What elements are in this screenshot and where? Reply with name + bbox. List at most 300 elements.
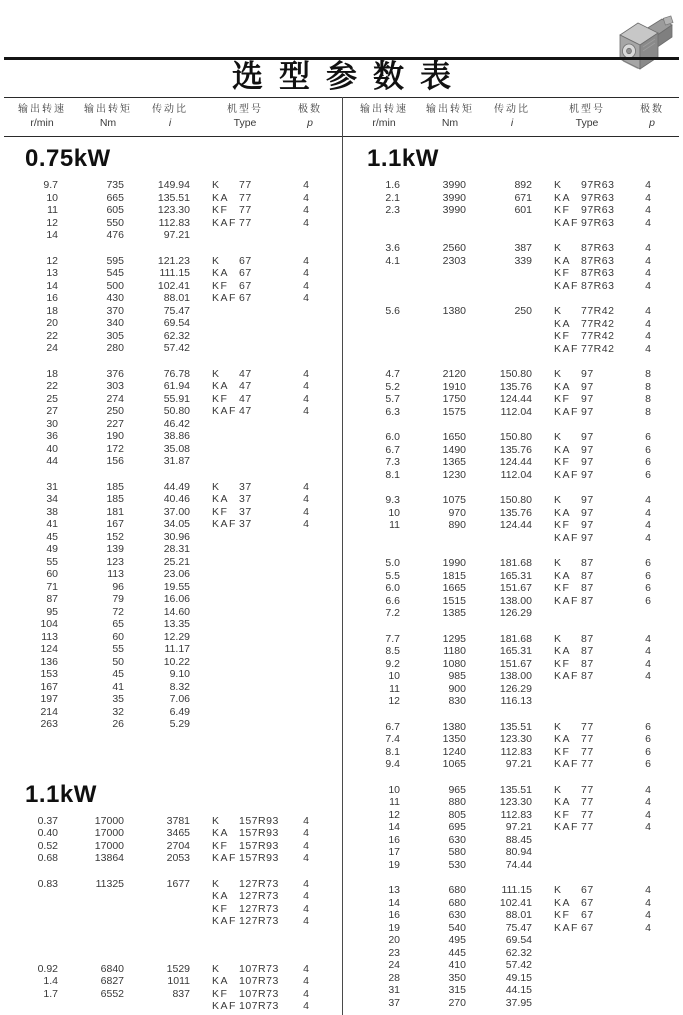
table-row — [350, 909, 683, 922]
table-row — [350, 607, 683, 620]
cell-size: 67 — [581, 921, 594, 934]
cell-prefix: K — [554, 632, 563, 645]
cell-speed: 10 — [46, 191, 58, 204]
cell-poles — [633, 959, 663, 972]
table-row — [8, 317, 342, 330]
cell-size: 107R73 — [239, 1000, 279, 1012]
header-label-unit: p — [307, 117, 313, 129]
header-type — [200, 103, 290, 130]
cell-torque: 3990 — [442, 204, 466, 216]
cell-torque: 495 — [448, 934, 466, 946]
table-row — [8, 292, 342, 305]
cell-prefix: KA — [212, 975, 230, 987]
power-section-heading: 1.1kW — [367, 145, 439, 172]
header-type — [542, 103, 632, 130]
cell-poles — [291, 581, 321, 594]
table-row — [8, 481, 342, 494]
cell-ratio: 49.15 — [505, 971, 532, 984]
cell-prefix: KF — [554, 909, 571, 921]
cell-ratio: 601 — [514, 204, 532, 216]
cell-torque: 476 — [106, 229, 124, 241]
cell-ratio: 124.44 — [499, 393, 532, 405]
cell-speed: 41 — [46, 518, 58, 530]
cell-torque: 1350 — [442, 733, 466, 745]
cell-size — [239, 305, 291, 318]
table-header-left — [8, 103, 326, 130]
cell-torque: 880 — [448, 796, 466, 808]
cell-poles: 4 — [303, 380, 309, 392]
cell-torque: 1385 — [442, 607, 466, 619]
cell-torque: 1075 — [442, 494, 466, 506]
cell-torque: 1665 — [442, 582, 466, 594]
cell-prefix: K — [212, 179, 221, 191]
cell-prefix — [190, 606, 239, 619]
table-row — [8, 192, 342, 205]
cell-torque: 530 — [448, 858, 466, 871]
table-row — [8, 915, 342, 928]
cell-speed: 17 — [388, 846, 400, 858]
cell-size: 97R63 — [581, 179, 615, 191]
table-row — [350, 947, 683, 960]
cell-torque: 6552 — [100, 987, 124, 1000]
cell-torque: 890 — [448, 519, 466, 531]
header-label-cn: 机型号 — [569, 104, 605, 115]
cell-size: 127R73 — [239, 902, 279, 915]
cell-torque — [58, 1000, 124, 1013]
cell-ratio: 46.42 — [163, 417, 190, 430]
cell-size — [239, 317, 291, 330]
cell-poles: 8 — [645, 380, 651, 393]
table-row — [8, 693, 342, 706]
cell-speed: 6.7 — [385, 443, 400, 456]
cell-size: 87R63 — [581, 242, 615, 254]
header-ratio — [482, 103, 542, 130]
header-label-unit: r/min — [30, 117, 54, 129]
table-row — [8, 718, 342, 731]
cell-prefix: KA — [554, 506, 572, 519]
cell-torque: 1910 — [442, 380, 466, 393]
cell-prefix: K — [212, 962, 221, 975]
header-label-cn: 输出转矩 — [84, 104, 132, 115]
cell-ratio: 123.30 — [157, 204, 190, 216]
header-label-unit: p — [649, 117, 655, 129]
table-row — [350, 532, 683, 545]
cell-torque: 550 — [106, 216, 124, 229]
cell-torque — [58, 915, 124, 928]
cell-speed: 7.7 — [385, 632, 400, 645]
cell-size: 77 — [239, 204, 252, 216]
cell-ratio: 3465 — [166, 827, 190, 839]
table-row — [350, 821, 683, 834]
cell-size: 47 — [239, 367, 252, 380]
cell-prefix: K — [554, 368, 563, 380]
cell-speed: 5.0 — [385, 557, 400, 569]
cell-size: 87 — [581, 645, 594, 657]
cell-ratio: 165.31 — [499, 645, 532, 657]
cell-speed: 10 — [388, 783, 400, 796]
cell-poles: 4 — [303, 179, 309, 191]
table-row — [350, 746, 683, 759]
cell-ratio: 135.51 — [499, 783, 532, 796]
cell-ratio: 7.06 — [169, 693, 190, 705]
cell-speed: 197 — [40, 693, 58, 705]
cell-poles — [633, 683, 663, 696]
table-row — [8, 342, 342, 355]
cell-ratio — [124, 903, 190, 916]
cell-speed: 19 — [388, 921, 400, 934]
cell-prefix — [190, 305, 239, 318]
model-block — [350, 557, 683, 620]
cell-poles: 6 — [645, 468, 651, 481]
cell-prefix — [190, 656, 239, 669]
table-row — [8, 543, 342, 556]
cell-size — [581, 984, 633, 997]
cell-ratio: 149.94 — [157, 179, 190, 191]
cell-poles: 4 — [303, 480, 309, 493]
cell-speed: 11 — [389, 682, 400, 695]
header-output-speed — [350, 103, 418, 130]
model-block — [8, 481, 342, 731]
cell-poles — [291, 618, 321, 631]
cell-ratio: 9.10 — [169, 668, 190, 680]
table-row — [350, 934, 683, 947]
cell-torque: 830 — [448, 695, 466, 707]
cell-poles: 4 — [645, 670, 651, 682]
cell-ratio: 37.95 — [505, 996, 532, 1009]
cell-poles: 6 — [645, 745, 651, 758]
cell-poles — [291, 656, 321, 669]
table-row — [350, 897, 683, 910]
cell-ratio: 75.47 — [505, 921, 532, 934]
cell-speed: 40 — [46, 442, 58, 455]
table-row — [350, 406, 683, 419]
cell-poles — [633, 997, 663, 1010]
column-divider — [342, 97, 343, 1015]
cell-ratio: 135.76 — [499, 443, 532, 456]
cell-poles: 4 — [303, 254, 309, 267]
cell-torque — [400, 330, 466, 343]
cell-speed: 10 — [388, 506, 400, 519]
cell-speed: 1.6 — [385, 179, 400, 191]
model-block — [8, 255, 342, 355]
model-block — [350, 884, 683, 1009]
cell-speed: 1.7 — [43, 987, 58, 1000]
cell-size — [239, 668, 291, 681]
cell-size — [581, 846, 633, 859]
cell-size: 67 — [239, 254, 252, 267]
cell-poles — [291, 693, 321, 706]
cell-speed: 14 — [388, 896, 400, 909]
model-block — [8, 179, 342, 242]
cell-ratio: 69.54 — [163, 317, 190, 329]
cell-prefix — [190, 568, 239, 581]
cell-prefix: KAF — [212, 518, 237, 530]
cell-poles — [633, 984, 663, 997]
header-label-cn: 极数 — [298, 104, 322, 115]
cell-size: 87R63 — [581, 267, 615, 279]
cell-prefix: KAF — [554, 279, 579, 292]
header-label-unit: i — [168, 117, 172, 129]
cell-torque: 55 — [112, 643, 124, 655]
cell-torque: 2560 — [442, 242, 466, 254]
cell-ratio — [466, 267, 532, 280]
cell-speed: 8.1 — [385, 745, 400, 758]
cell-prefix: KAF — [554, 531, 579, 544]
header-label-cn: 极数 — [640, 104, 664, 115]
cell-speed: 95 — [46, 605, 58, 618]
cell-poles — [633, 607, 663, 620]
cell-ratio: 97.21 — [505, 758, 532, 770]
cell-size: 77R42 — [581, 317, 615, 330]
table-row — [8, 455, 342, 468]
cell-size: 97 — [581, 531, 594, 544]
cell-speed: 2.1 — [385, 191, 400, 204]
cell-speed — [8, 903, 58, 916]
cell-size — [239, 342, 291, 355]
table-row — [350, 695, 683, 708]
cell-size: 37 — [239, 505, 252, 518]
cell-ratio: 37.00 — [163, 505, 190, 518]
cell-poles: 4 — [645, 317, 651, 330]
cell-torque — [400, 217, 466, 230]
cell-speed: 60 — [46, 568, 58, 580]
cell-torque: 985 — [448, 670, 466, 682]
model-block — [350, 431, 683, 481]
cell-speed: 22 — [46, 329, 58, 342]
cell-prefix — [190, 317, 239, 330]
cell-torque: 270 — [448, 996, 466, 1009]
cell-torque: 350 — [448, 971, 466, 984]
cell-poles — [291, 430, 321, 443]
cell-poles: 4 — [645, 921, 651, 934]
header-label-cn: 输出转速 — [18, 104, 66, 115]
cell-ratio: 34.05 — [163, 518, 190, 530]
cell-poles: 6 — [645, 594, 651, 607]
cell-poles: 6 — [645, 582, 651, 594]
cell-ratio: 62.32 — [163, 329, 190, 342]
cell-torque: 1750 — [442, 393, 466, 405]
cell-size: 67 — [239, 292, 252, 304]
cell-torque: 123 — [106, 555, 124, 568]
cell-prefix — [190, 618, 239, 631]
cell-torque: 65 — [112, 618, 124, 630]
cell-torque: 430 — [106, 292, 124, 304]
table-row — [8, 229, 342, 242]
cell-size — [239, 681, 291, 694]
cell-ratio: 671 — [514, 191, 532, 204]
cell-torque: 2120 — [442, 368, 466, 380]
cell-poles — [291, 342, 321, 355]
cell-prefix — [190, 718, 239, 731]
cell-size: 97 — [581, 443, 594, 456]
cell-prefix — [190, 693, 239, 706]
cell-prefix — [190, 455, 239, 468]
cell-speed — [8, 915, 58, 928]
cell-poles — [291, 305, 321, 318]
cell-prefix: KF — [554, 456, 571, 468]
cell-size — [239, 693, 291, 706]
cell-torque: 540 — [448, 921, 466, 934]
cell-prefix: KAF — [554, 594, 579, 607]
cell-size — [239, 643, 291, 656]
cell-torque: 1240 — [442, 745, 466, 758]
cell-size — [239, 706, 291, 719]
cell-speed: 104 — [40, 618, 58, 630]
cell-size: 77 — [581, 796, 594, 808]
cell-ratio: 165.31 — [499, 569, 532, 582]
cell-torque: 17000 — [94, 839, 124, 852]
cell-poles: 4 — [645, 821, 651, 833]
cell-speed: 1.4 — [43, 975, 58, 987]
cell-speed: 45 — [46, 530, 58, 543]
cell-speed: 5.7 — [385, 393, 400, 405]
cell-poles: 6 — [645, 758, 651, 770]
table-row — [8, 493, 342, 506]
table-row — [350, 570, 683, 583]
table-row — [350, 922, 683, 935]
cell-torque: 1365 — [442, 456, 466, 468]
cell-prefix: K — [554, 783, 563, 796]
cell-poles — [291, 643, 321, 656]
cell-speed: 5.2 — [385, 380, 400, 393]
cell-size — [581, 959, 633, 972]
cell-poles — [633, 834, 663, 847]
header-output-torque — [76, 103, 140, 130]
cell-ratio: 19.55 — [163, 580, 190, 593]
table-row — [8, 668, 342, 681]
cell-poles — [291, 531, 321, 544]
cell-speed: 10 — [388, 670, 400, 682]
cell-size — [239, 656, 291, 669]
cell-poles: 8 — [645, 368, 651, 380]
table-row — [8, 204, 342, 217]
cell-ratio — [124, 890, 190, 903]
table-row — [8, 618, 342, 631]
cell-size — [581, 947, 633, 960]
cell-ratio: 126.29 — [499, 607, 532, 619]
cell-prefix — [532, 947, 581, 960]
cell-poles: 4 — [645, 506, 651, 519]
cell-ratio: 339 — [514, 254, 532, 267]
cell-ratio: 2053 — [166, 852, 190, 864]
cell-speed: 36 — [46, 430, 58, 442]
cell-prefix — [190, 581, 239, 594]
cell-ratio: 88.01 — [163, 292, 190, 304]
cell-ratio: 112.04 — [500, 405, 532, 418]
cell-poles: 4 — [645, 796, 651, 808]
cell-poles — [633, 695, 663, 708]
cell-poles — [291, 443, 321, 456]
cell-ratio: 150.80 — [499, 368, 532, 380]
cell-ratio: 387 — [514, 242, 532, 254]
table-row — [350, 758, 683, 771]
cell-size: 67 — [581, 909, 594, 921]
table-row — [350, 456, 683, 469]
cell-prefix: KF — [212, 392, 229, 405]
table-row — [350, 204, 683, 217]
cell-ratio: 124.44 — [499, 456, 532, 468]
cell-torque: 72 — [112, 605, 124, 618]
cell-torque: 1295 — [442, 632, 466, 645]
cell-size: 67 — [581, 884, 594, 896]
cell-size — [239, 543, 291, 556]
cell-torque: 139 — [106, 543, 124, 555]
header-label-unit: r/min — [372, 117, 396, 129]
cell-torque: 167 — [106, 518, 124, 530]
cell-speed: 20 — [46, 317, 58, 329]
cell-torque: 13864 — [94, 852, 124, 864]
cell-poles: 4 — [645, 305, 651, 317]
cell-poles: 4 — [645, 216, 651, 229]
cell-size: 87 — [581, 569, 594, 582]
cell-ratio: 5.29 — [169, 718, 190, 730]
cell-speed: 0.40 — [37, 827, 58, 839]
table-row — [350, 318, 683, 331]
cell-poles: 4 — [645, 519, 651, 531]
cell-torque: 630 — [448, 833, 466, 846]
cell-ratio: 1677 — [166, 877, 190, 890]
cell-torque: 340 — [106, 317, 124, 329]
cell-speed — [8, 1000, 58, 1013]
cell-speed: 136 — [40, 655, 58, 668]
cell-prefix: KAF — [212, 216, 237, 229]
cell-torque: 545 — [106, 267, 124, 279]
model-block — [350, 305, 683, 355]
cell-prefix — [190, 681, 239, 694]
cell-size: 37 — [239, 493, 252, 505]
cell-torque: 6827 — [100, 975, 124, 987]
cell-speed: 37 — [388, 996, 400, 1009]
table-row — [350, 242, 683, 255]
cell-prefix: K — [554, 179, 563, 191]
table-row — [350, 859, 683, 872]
cell-torque: 1180 — [443, 645, 466, 657]
cell-speed: 124 — [40, 643, 58, 655]
cell-size: 47 — [239, 392, 252, 405]
cell-speed: 7.2 — [385, 607, 400, 619]
cell-speed — [350, 267, 400, 280]
cell-size: 77 — [581, 758, 594, 770]
table-row — [350, 645, 683, 658]
cell-poles — [291, 706, 321, 719]
cell-size — [239, 593, 291, 606]
cell-ratio: 126.29 — [499, 682, 532, 695]
cell-torque: 6840 — [100, 962, 124, 975]
cell-torque: 305 — [106, 329, 124, 342]
table-row — [8, 840, 342, 853]
table-row — [8, 581, 342, 594]
cell-ratio: 44.15 — [505, 984, 532, 996]
table-row — [350, 784, 683, 797]
cell-speed: 6.0 — [385, 582, 400, 594]
table-row — [350, 519, 683, 532]
header-poles — [632, 103, 672, 130]
cell-poles: 6 — [645, 557, 651, 569]
table-row — [350, 217, 683, 230]
cell-ratio: 74.44 — [505, 858, 532, 871]
cell-prefix: K — [212, 814, 221, 827]
cell-prefix: K — [212, 480, 221, 493]
cell-speed: 6.6 — [385, 594, 400, 607]
cell-prefix: KA — [554, 191, 572, 204]
cell-size — [239, 618, 291, 631]
cell-torque: 665 — [106, 191, 124, 204]
cell-prefix — [532, 846, 581, 859]
cell-torque: 185 — [106, 480, 124, 493]
cell-size — [239, 455, 291, 468]
cell-size — [581, 607, 633, 620]
cell-prefix: KAF — [212, 405, 237, 417]
